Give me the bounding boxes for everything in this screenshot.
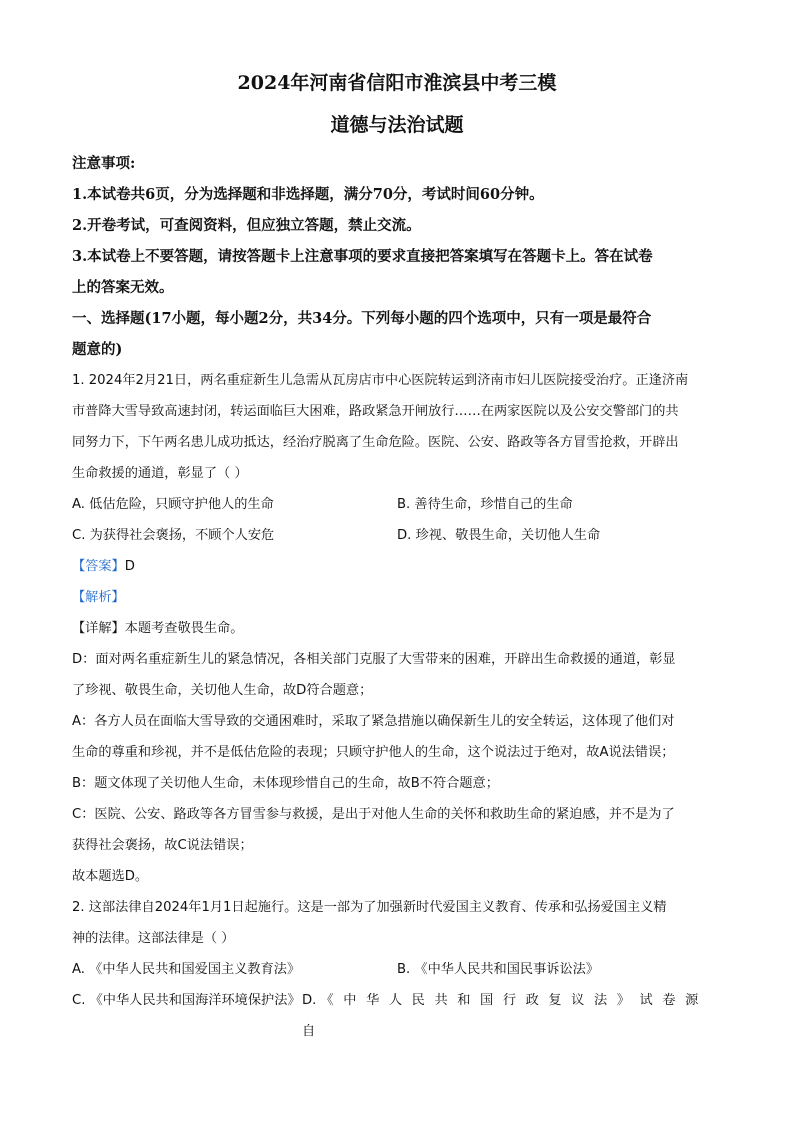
explanation-line: 了珍视、敬畏生命，关切他人生命，故D符合题意； bbox=[72, 683, 373, 698]
question-text-line: 生命救援的通道，彰显了（ ） bbox=[72, 466, 248, 481]
question-text-line: 1. 2024年2月21日，两名重症新生儿急需从瓦房店市中心医院转运到济南市妇儿医院接受治疗。正逢济南 bbox=[72, 373, 689, 388]
option-d-prefix: D. bbox=[301, 993, 317, 1008]
question-2 bbox=[72, 892, 722, 1047]
option-d-text: 《中华人民共和国行政复议法》试卷源自 bbox=[301, 993, 708, 1039]
notes-heading: 注意事项: bbox=[72, 155, 136, 172]
explanation-line: B：题文体现了关切他人生命，未体现珍惜自己的生命，故B不符合题意； bbox=[72, 776, 499, 791]
notes-item: 上的答案无效。 bbox=[72, 279, 174, 296]
notes-item: 1.本试卷共6页，分为选择题和非选择题，满分70分，考试时间60分钟。 bbox=[72, 186, 544, 203]
question-text-line: 同努力下，下午两名患儿成功抵达，经治疗脱离了生命危险。医院、公安、路政等各方冒雪抢救，开辟出 bbox=[72, 435, 679, 450]
explanation-line: 生命的尊重和珍视，并不是低估危险的表现；只顾守护他人的生命，这个说法过于绝对，故A说法错误； bbox=[72, 745, 675, 760]
answer-line bbox=[72, 551, 722, 582]
question-text-line: 2. 这部法律自2024年1月1日起施行。这是一部为了加强新时代爱国主义教育、传承和弘扬爱国主义精 bbox=[72, 900, 667, 915]
section-heading-cont: 题意的) bbox=[72, 341, 123, 358]
options-row bbox=[72, 520, 722, 551]
section-heading: 一、选择题(17小题，每小题2分，共34分。下列每小题的四个选项中，只有一项是最符合 bbox=[72, 310, 652, 327]
explanation-line: 故本题选D。 bbox=[72, 869, 149, 884]
exam-page bbox=[72, 64, 722, 1047]
option-a: A. 《中华人民共和国爱国主义教育法》 bbox=[72, 962, 301, 977]
analysis-label: 【解析】 bbox=[72, 590, 125, 605]
detail-line bbox=[72, 613, 722, 644]
exam-subtitle: 道德与法治试题 bbox=[330, 114, 464, 136]
detail-intro: 本题考查敬畏生命。 bbox=[124, 621, 244, 636]
exam-title: 2024年河南省信阳市淮滨县中考三模 bbox=[237, 72, 557, 94]
options-row bbox=[72, 489, 722, 520]
option-b: B. 善待生命，珍惜自己的生命 bbox=[397, 497, 573, 512]
options-row bbox=[72, 985, 722, 1047]
answer-value: D bbox=[124, 559, 135, 574]
explanation-line: D：面对两名重症新生儿的紧急情况，各相关部门克服了大雪带来的困难，开辟出生命救援的通道，彰显 bbox=[72, 652, 676, 667]
notes-item: 2.开卷考试，可查阅资料，但应独立答题，禁止交流。 bbox=[72, 217, 421, 234]
option-b: B. 《中华人民共和国民事诉讼法》 bbox=[397, 962, 600, 977]
question-text-line: 神的法律。这部法律是（ ） bbox=[72, 931, 235, 946]
question-1 bbox=[72, 365, 722, 892]
answer-label: 【答案】 bbox=[72, 559, 125, 574]
options-row bbox=[72, 954, 722, 985]
notes-item: 3.本试卷上不要答题，请按答题卡上注意事项的要求直接把答案填写在答题卡上。答在试卷 bbox=[72, 248, 653, 265]
detail-label: 【详解】 bbox=[72, 621, 125, 636]
option-d: D. 珍视、敬畏生命，关切他人生命 bbox=[397, 528, 601, 543]
option-d bbox=[302, 985, 722, 1047]
explanation-line: 获得社会褒扬，故C说法错误； bbox=[72, 838, 253, 853]
explanation-line: C：医院、公安、路政等各方冒雪参与救援，是出于对他人生命的关怀和救助生命的紧迫感，并不是为了 bbox=[72, 807, 675, 822]
option-c: C. 《中华人民共和国海洋环境保护法》 bbox=[72, 993, 301, 1008]
question-text-line: 市普降大雪导致高速封闭，转运面临巨大困难，路政紧急开闸放行……在两家医院以及公安交警部门的共 bbox=[72, 404, 679, 419]
option-a: A. 低估危险，只顾守护他人的生命 bbox=[72, 497, 274, 512]
explanation-line: A：各方人员在面临大雪导致的交通困难时，采取了紧急措施以确保新生儿的安全转运，这体现了他们对 bbox=[72, 714, 675, 729]
option-c: C. 为获得社会褒扬，不顾个人安危 bbox=[72, 528, 275, 543]
